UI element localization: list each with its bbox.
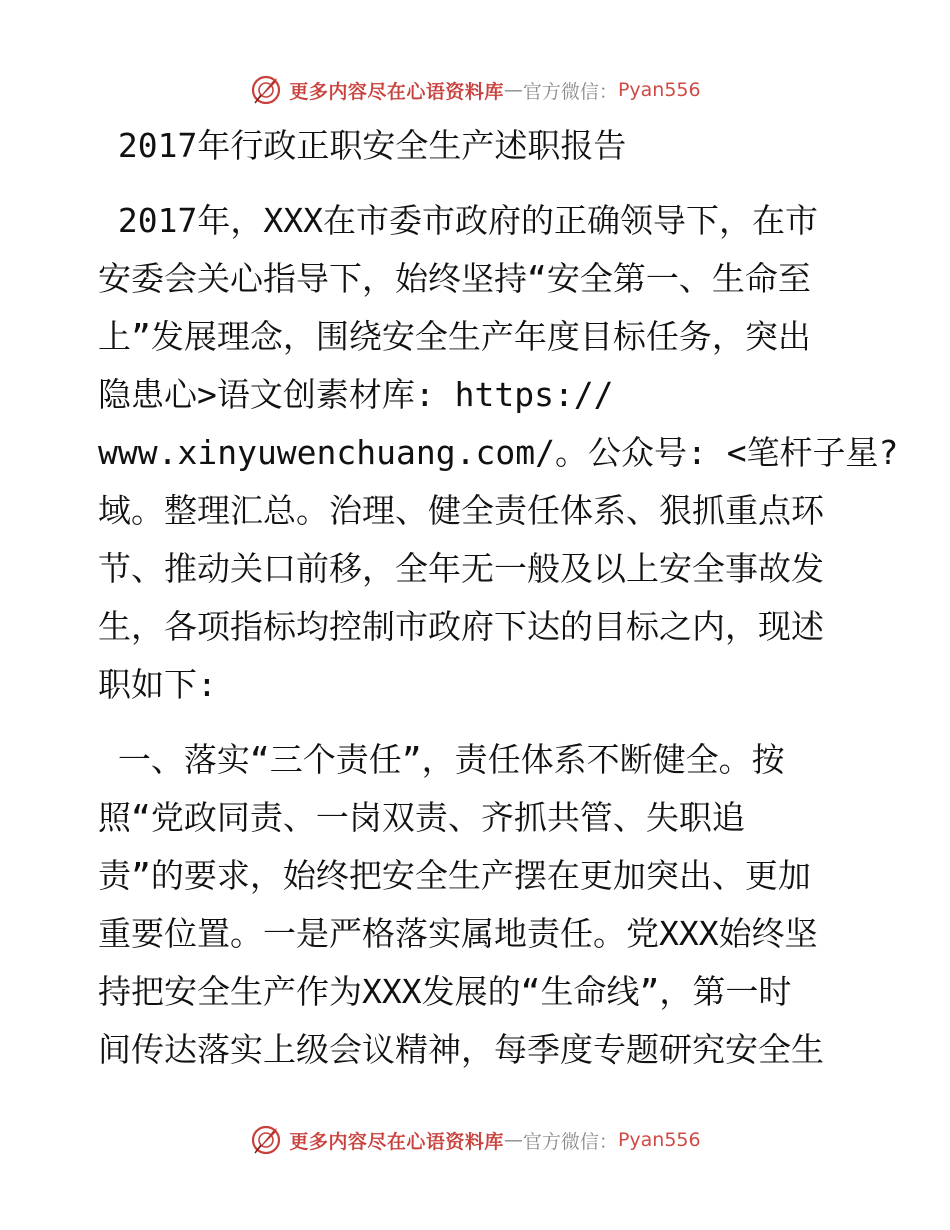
paragraph-line: 一、落实“三个责任”，责任体系不断健全。按: [98, 740, 785, 779]
paragraph-line: 照“党政同责、一岗双责、齐抓共管、失职追: [98, 798, 745, 837]
paragraph-line: 2017年，XXX在市委市政府的正确领导下，在市: [98, 201, 818, 240]
footer-banner: [0, 1120, 950, 1160]
quill-logo-icon: [249, 1123, 283, 1157]
paragraph-line: 职如下:: [98, 665, 217, 704]
paragraph-line: 间传达落实上级会议精神，每季度专题研究安全生: [98, 1030, 824, 1069]
banner-separator: —: [503, 1129, 523, 1151]
paragraph-line: 上”发展理念，围绕安全生产年度目标任务，突出: [98, 317, 811, 356]
banner-title: 更多内容尽在心语资料库: [289, 1130, 504, 1153]
paragraph-line: 生，各项指标均控制市政府下达的目标之内，现述: [98, 607, 824, 646]
paragraph-line: 重要位置。一是严格落实属地责任。党XXX始终坚: [98, 914, 818, 953]
banner-wechat-id: Pyan556: [617, 1129, 701, 1151]
paragraph-line: www.xinyuwenchuang.com/。公众号: <笔杆子星?: [98, 433, 899, 472]
paragraph-line: 域。整理汇总。治理、健全责任体系、狠抓重点环: [98, 491, 824, 530]
banner-separator: —: [503, 79, 523, 101]
banner-label: 官方微信：: [522, 80, 618, 103]
paragraph-line: 节、推动关口前移，全年无一般及以上安全事故发: [98, 549, 824, 588]
banner-title: 更多内容尽在心语资料库: [289, 80, 504, 103]
quill-logo-icon: [249, 73, 283, 107]
paragraph-line: 责”的要求，始终把安全生产摆在更加突出、更加: [98, 856, 811, 895]
header-banner: [0, 70, 950, 110]
banner-label: 官方微信：: [522, 1130, 618, 1153]
paragraph-line: 安委会关心指导下，始终坚持“安全第一、生命至: [98, 259, 811, 298]
paragraph-line: 持把安全生产作为XXX发展的“生命线”，第一时: [98, 972, 792, 1011]
paragraph-line: 隐患心>语文创素材库: https://: [98, 375, 614, 414]
banner-wechat-id: Pyan556: [617, 79, 701, 101]
document-title: 2017年行政正职安全生产述职报告: [98, 126, 627, 165]
